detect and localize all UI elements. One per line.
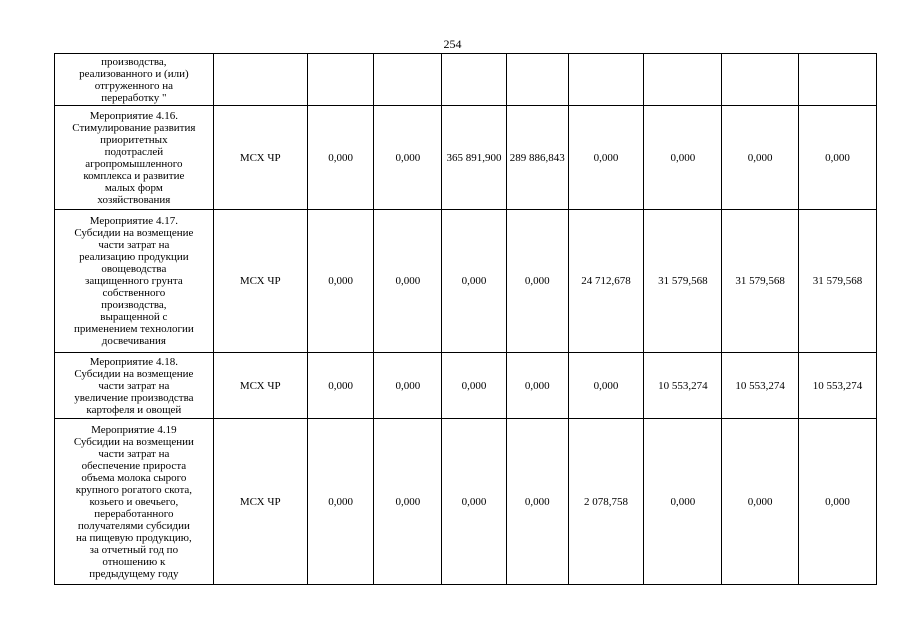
- page-number: 254: [443, 37, 462, 51]
- amount-cell: 24 712,678: [568, 210, 644, 353]
- measure-name-cell: [55, 419, 214, 585]
- measure-name-line: агропромышленного: [85, 157, 183, 170]
- budget-table: [54, 53, 877, 585]
- amount-cell: 0,000: [442, 419, 507, 585]
- table-row: [55, 353, 877, 419]
- amount-cell: 10 553,274: [722, 353, 799, 419]
- measure-name-line: картофеля и овощей: [86, 403, 182, 416]
- amount-cell: [722, 54, 799, 106]
- measure-name-line: Субсидии на возмещение: [74, 367, 194, 380]
- measure-name-cell: [55, 353, 214, 419]
- measure-name-line: комплекса и развитие: [83, 169, 185, 182]
- measure-name-line: крупного рогатого скота,: [75, 483, 193, 496]
- amount-cell: 0,000: [506, 419, 568, 585]
- amount-cell: 31 579,568: [799, 210, 877, 353]
- amount-cell: 0,000: [374, 353, 442, 419]
- amount-cell: 10 553,274: [799, 353, 877, 419]
- amount-cell: 0,000: [307, 353, 374, 419]
- measure-name-line: Мероприятие 4.18.: [89, 355, 178, 368]
- amount-cell: 0,000: [307, 106, 374, 210]
- measure-name-line: хозяйствования: [97, 193, 171, 206]
- amount-cell: [307, 54, 374, 106]
- measure-name-line: за отчетный год по: [89, 543, 179, 556]
- measure-name-line: Субсидии на возмещение: [74, 227, 194, 239]
- table-row: [55, 210, 877, 353]
- measure-name-line: переработку ": [101, 91, 167, 104]
- amount-cell: [506, 54, 568, 106]
- executor-cell: МСХ ЧР: [213, 353, 307, 419]
- amount-cell: 0,000: [307, 210, 374, 353]
- table-body: [55, 54, 877, 585]
- amount-cell: 0,000: [374, 106, 442, 210]
- measure-name-line: малых форм: [104, 181, 163, 194]
- amount-cell: 0,000: [644, 419, 722, 585]
- measure-name-line: производства,: [101, 299, 167, 311]
- measure-name-line: реализацию продукции: [79, 251, 189, 263]
- amount-cell: 0,000: [799, 106, 877, 210]
- measure-name-line: досвечивания: [101, 335, 166, 347]
- amount-cell: 289 886,843: [506, 106, 568, 210]
- amount-cell: 0,000: [568, 106, 644, 210]
- amount-cell: 0,000: [506, 353, 568, 419]
- amount-cell: 0,000: [644, 106, 722, 210]
- measure-name-line: реализованного и (или): [79, 67, 189, 80]
- measure-name-line: Мероприятие 4.19: [91, 423, 177, 436]
- amount-cell: [568, 54, 644, 106]
- amount-cell: 10 553,274: [644, 353, 722, 419]
- amount-cell: 0,000: [722, 419, 799, 585]
- amount-cell: [644, 54, 722, 106]
- measure-name-line: производства,: [101, 55, 167, 68]
- amount-cell: [799, 54, 877, 106]
- amount-cell: 0,000: [506, 210, 568, 353]
- measure-name-line: Стимулирование развития: [72, 121, 196, 134]
- measure-name-line: Субсидии на возмещении: [73, 435, 194, 448]
- executor-cell: [213, 54, 307, 106]
- measure-name-line: увеличение производства: [74, 391, 194, 404]
- measure-name-line: части затрат на: [98, 379, 170, 392]
- table-row: [55, 419, 877, 585]
- executor-cell: МСХ ЧР: [213, 106, 307, 210]
- measure-name-line: Мероприятие 4.17.: [89, 215, 178, 227]
- measure-name-cell: [55, 54, 214, 106]
- measure-name-line: объема молока сырого: [81, 471, 187, 484]
- measure-name-cell: [55, 210, 214, 353]
- measure-name-line: получателями субсидии: [77, 519, 190, 532]
- measure-name-line: отгруженного на: [94, 79, 173, 92]
- measure-name-line: собственного: [102, 287, 166, 299]
- amount-cell: 31 579,568: [722, 210, 799, 353]
- amount-cell: 2 078,758: [568, 419, 644, 585]
- amount-cell: 0,000: [374, 419, 442, 585]
- measure-name-line: предыдущему году: [89, 567, 179, 580]
- amount-cell: 0,000: [442, 210, 507, 353]
- measure-name-line: козьего и овечьего,: [89, 495, 179, 508]
- measure-name-line: подотраслей: [104, 145, 164, 158]
- amount-cell: 0,000: [307, 419, 374, 585]
- measure-name-line: переработанного: [94, 507, 174, 520]
- amount-cell: [374, 54, 442, 106]
- amount-cell: 0,000: [442, 353, 507, 419]
- amount-cell: 0,000: [722, 106, 799, 210]
- amount-cell: [442, 54, 507, 106]
- measure-name-line: на пищевую продукцию,: [76, 531, 192, 544]
- table-row: [55, 54, 877, 106]
- executor-cell: МСХ ЧР: [213, 210, 307, 353]
- measure-name-line: Мероприятие 4.16.: [89, 109, 178, 122]
- measure-name-line: части затрат на: [98, 447, 170, 460]
- amount-cell: 31 579,568: [644, 210, 722, 353]
- amount-cell: 0,000: [799, 419, 877, 585]
- measure-name-line: отношению к: [102, 555, 166, 568]
- amount-cell: 0,000: [568, 353, 644, 419]
- executor-cell: МСХ ЧР: [213, 419, 307, 585]
- measure-name-line: овощеводства: [101, 263, 167, 275]
- measure-name-line: выращенной с: [100, 311, 168, 323]
- measure-name-line: защищенного грунта: [84, 275, 183, 287]
- measure-name-cell: [55, 106, 214, 210]
- measure-name-line: части затрат на: [98, 239, 170, 251]
- table-row: [55, 106, 877, 210]
- amount-cell: 0,000: [374, 210, 442, 353]
- measure-name-line: применением технологии: [73, 323, 194, 335]
- measure-name-line: приоритетных: [100, 133, 168, 146]
- amount-cell: 365 891,900: [442, 106, 507, 210]
- measure-name-line: обеспечение прироста: [81, 459, 187, 472]
